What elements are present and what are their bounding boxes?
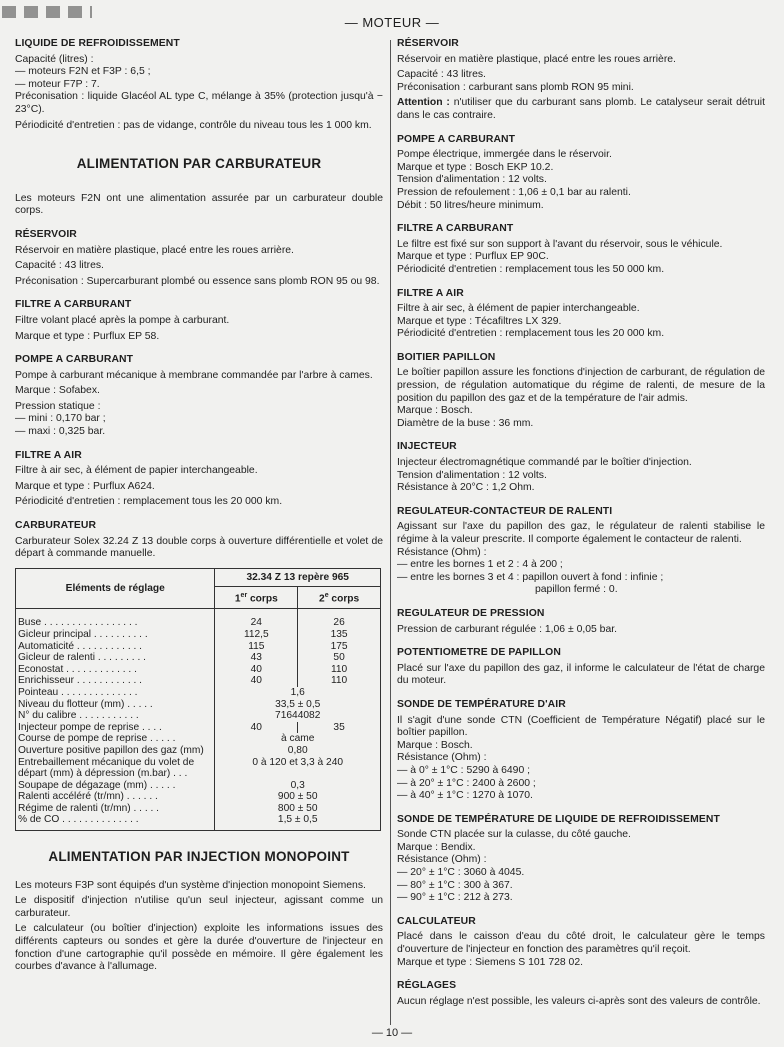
row-label: Course de pompe de reprise . . . . .: [16, 733, 215, 745]
text-line: Marque et type : Siemens S 101 728 02.: [397, 956, 583, 968]
table-row: [16, 652, 381, 664]
row-label: Gicleur principal . . . . . . . . . .: [16, 629, 215, 641]
text-line: Injecteur électromagnétique commandé par le boîtier d'injection.: [397, 457, 692, 469]
text-line: Débit : 50 litres/heure minimum.: [397, 199, 544, 211]
row-value-corps-2: 175: [298, 641, 381, 653]
section-filtre-air-injection: [397, 288, 765, 341]
row-label: Niveau du flotteur (mm) . . . . .: [16, 699, 215, 711]
section-injection-intro: [15, 880, 383, 974]
page-number: — 10 —: [371, 1027, 413, 1039]
paragraph: Les moteurs F3P sont équipés d'un système d'injection monopoint Siemens.: [15, 879, 366, 891]
left-column: [15, 38, 383, 985]
section-title: FILTRE A CARBURANT: [15, 299, 132, 311]
section-title: RÉGLAGES: [397, 980, 457, 992]
paragraph: Réservoir en matière plastique, placé entre les roues arrière.: [397, 53, 676, 65]
paragraph: Périodicité d'entretien : pas de vidange, contrôle du niveau tous les 1 000 km.: [15, 119, 372, 131]
row-label: Automaticité . . . . . . . . . . . .: [16, 641, 215, 653]
section-boitier-papillon: [397, 352, 765, 431]
row-label: Ouverture positive papillon des gaz (mm): [16, 745, 215, 757]
text-line: — moteurs F2N et F3P : 6,5 ;: [15, 66, 151, 78]
text-line: Tension d'alimentation : 12 volts.: [397, 469, 547, 481]
text-line: Marque : Bendix.: [397, 841, 476, 853]
table-header-corps-1: 1er corps: [215, 587, 298, 609]
table-row: [16, 780, 381, 792]
section-title: POMPE A CARBURANT: [397, 133, 516, 145]
table-row: [16, 745, 381, 757]
section-reservoir: [15, 229, 383, 288]
section-sonde-air: [397, 699, 765, 803]
text-line: Résistance (Ohm) :: [397, 546, 487, 558]
paragraph: Le calculateur (ou boîtier d'injection) exploite les informations issues des différents capteurs ou sondes et gère la durée d'ouverture de l'injecteur en fonction d'une cartographie qu'il possède en mémoire. Il gère également les courbes d'avance à l'allumage.: [15, 923, 383, 973]
table-row: [16, 791, 381, 803]
text-line: — à 0° ± 1°C : 5290 à 6490 ;: [397, 764, 531, 776]
row-value-corps-1: 112,5: [215, 629, 298, 641]
section-title: SONDE DE TEMPÉRATURE D'AIR: [397, 698, 566, 710]
paragraph: Pression de carburant régulée : 1,06 ± 0,05 bar.: [397, 623, 618, 635]
section-pompe: [15, 354, 383, 439]
section-title: LIQUIDE DE REFROIDISSEMENT: [15, 38, 180, 49]
text-line: papillon fermé : 0.: [535, 584, 618, 596]
row-label: Injecteur pompe de reprise . . . .: [16, 722, 215, 734]
row-value: 1,6: [215, 687, 381, 699]
section-title: POMPE A CARBURANT: [15, 354, 134, 366]
table-row: [16, 722, 381, 734]
row-value-corps-2: 50: [298, 652, 381, 664]
table-header-elements: Eléments de réglage: [16, 568, 215, 609]
row-label: N° du calibre . . . . . . . . . . .: [16, 710, 215, 722]
row-label: Econostat . . . . . . . . . . . . .: [16, 664, 215, 676]
table-row: [16, 687, 381, 699]
paragraph: Capacité : 43 litres.: [15, 260, 104, 272]
row-label: Entrebaillement mécanique du volet de départ (mm) à dépression (m.bar) . . .: [16, 757, 215, 780]
text-line: — entre les bornes 1 et 2 : 4 à 200 ;: [397, 559, 563, 571]
section-title: FILTRE A AIR: [397, 287, 464, 299]
text-line: Capacité : 43 litres.: [397, 69, 486, 81]
section-regulateur-ralenti: [397, 506, 765, 597]
row-label: Pointeau . . . . . . . . . . . . . .: [16, 687, 215, 699]
section-title: FILTRE A CARBURANT: [397, 223, 514, 235]
paragraph: Agissant sur l'axe du papillon des gaz, le régulateur de ralenti stabilise le régime à la valeur prescrite. Il comporte également le contacteur de ralenti.: [397, 521, 765, 545]
section-carburateur: [15, 520, 383, 831]
table-row: [16, 675, 381, 687]
attention-text: n'utiliser que du carburant sans plomb. Le catalyseur serait détruit dans le cas contraire.: [397, 97, 765, 121]
table-row: [16, 733, 381, 745]
section-title: CALCULATEUR: [397, 915, 476, 927]
heading-alimentation-carburateur: ALIMENTATION PAR CARBURATEUR: [76, 156, 322, 172]
row-label: Enrichisseur . . . . . . . . . . . .: [16, 675, 215, 687]
row-value: 0 à 120 et 3,3 à 240: [215, 757, 381, 780]
paragraph: Périodicité d'entretien : remplacement tous les 20 000 km.: [15, 496, 283, 508]
section-potentiometre: [397, 647, 765, 688]
text-line: Périodicité d'entretien : remplacement tous les 20 000 km.: [397, 328, 665, 340]
section-sonde-liquide: [397, 814, 765, 905]
paragraph: Carburateur Solex 32.24 Z 13 double corps à ouverture différentielle et volet de départ à commande manuelle.: [15, 535, 383, 560]
table-row: [16, 664, 381, 676]
section-title: SONDE DE TEMPÉRATURE DE LIQUIDE DE REFROIDISSEMENT: [397, 813, 720, 825]
section-filtre-air: [15, 450, 383, 509]
row-value-corps-1: 40: [215, 664, 298, 676]
section-title: REGULATEUR DE PRESSION: [397, 607, 545, 619]
row-value: 800 ± 50: [215, 803, 381, 815]
page-header: — MOTEUR —: [344, 15, 440, 30]
paragraph: Marque et type : Purflux A624.: [15, 480, 155, 492]
section-title: CARBURATEUR: [15, 520, 97, 532]
text-line: Marque et type : Técafiltres LX 329.: [397, 315, 562, 327]
row-value: à came: [215, 733, 381, 745]
text-line: — moteur F7P : 7.: [15, 78, 100, 90]
text-line: — maxi : 0,325 bar.: [15, 426, 106, 438]
row-value-corps-2: 110: [298, 675, 381, 687]
text-line: Pression statique :: [15, 400, 101, 412]
text-line: Le filtre est fixé sur son support à l'avant du réservoir, sous le véhicule.: [397, 238, 723, 250]
row-value: 71644082: [215, 710, 381, 722]
table-row: [16, 757, 381, 780]
text-line: — à 40° ± 1°C : 1270 à 1070.: [397, 790, 533, 802]
row-value-corps-1: 24: [215, 609, 298, 629]
row-label: Buse . . . . . . . . . . . . . . . . .: [16, 609, 215, 629]
text-line: Sonde CTN placée sur la culasse, du côté gauche.: [397, 829, 631, 841]
row-label: Gicleur de ralenti . . . . . . . . .: [16, 652, 215, 664]
table-row: [16, 629, 381, 641]
section-title: REGULATEUR-CONTACTEUR DE RALENTI: [397, 505, 613, 517]
section-calculateur: [397, 916, 765, 969]
row-value: 900 ± 50: [215, 791, 381, 803]
paragraph: Le boîtier papillon assure les fonctions d'injection de carburant, de régulation de pression, de régulation automatique du régime de ralenti, de mesure de la position du papillon des gaz et de la température de l'air admis.: [397, 367, 765, 404]
paragraph: Placé sur l'axe du papillon des gaz, il informe le calculateur de l'état de charge du moteur.: [397, 662, 765, 687]
table-row: [16, 641, 381, 653]
table-row: [16, 710, 381, 722]
section-title: RÉSERVOIR: [15, 228, 77, 240]
row-value: 33,5 ± 0,5: [215, 699, 381, 711]
section-title: BOITIER PAPILLON: [397, 351, 496, 363]
table-row: [16, 814, 381, 830]
section-reglages: [397, 980, 765, 1008]
text-line: Pression de refoulement : 1,06 ± 0,1 bar au ralenti.: [397, 186, 631, 198]
section-reservoir-injection: [397, 38, 765, 123]
section-liquide: [15, 38, 383, 132]
text-line: Résistance à 20°C : 1,2 Ohm.: [397, 482, 535, 494]
row-label: Soupape de dégazage (mm) . . . . .: [16, 780, 215, 792]
row-value: 0,80: [215, 745, 381, 757]
text-line: Capacité (litres) :: [15, 53, 94, 65]
text-line: Préconisation : carburant sans plomb RON 95 mini.: [397, 81, 634, 93]
heading-alimentation-injection: ALIMENTATION PAR INJECTION MONOPOINT: [48, 849, 350, 865]
section-filtre-carburant-injection: [397, 223, 765, 276]
row-label: Régime de ralenti (tr/mn) . . . . .: [16, 803, 215, 815]
paragraph: Il s'agit d'une sonde CTN (Coefficient de Température Négatif) placé sur le boîtier papillon.: [397, 714, 765, 739]
section-injecteur: [397, 441, 765, 494]
text-line: Marque : Bosch.: [397, 739, 473, 751]
paragraph: Aucun réglage n'est possible, les valeurs ci-après sont des valeurs de contrôle.: [397, 995, 761, 1007]
section-filtre-carburant: [15, 299, 383, 343]
paragraph: Préconisation : liquide Glacéol AL type C, mélange à 35% (protection jusqu'à − 23°C).: [15, 91, 383, 115]
section-pompe-injection: [397, 134, 765, 213]
row-value: 1,5 ± 0,5: [215, 814, 381, 830]
row-value-corps-1: 40: [215, 722, 298, 734]
row-value-corps-1: 40: [215, 675, 298, 687]
paragraph: Marque : Sofabex.: [15, 385, 100, 397]
section-title: POTENTIOMETRE DE PAPILLON: [397, 647, 561, 659]
row-value-corps-2: 135: [298, 629, 381, 641]
text-line: Résistance (Ohm) :: [397, 752, 487, 764]
paragraph: Placé dans le caisson d'eau du côté droit, le calculateur gère le temps d'ouverture de l'injecteur en fonction des paramètres qu'il reçoit.: [397, 931, 765, 956]
right-column: [397, 38, 765, 1019]
paragraph: Pompe à carburant mécanique à membrane commandée par l'arbre à cames.: [15, 369, 373, 381]
text-line: Marque et type : Bosch EKP 10.2.: [397, 161, 554, 173]
text-line: Pompe électrique, immergée dans le réservoir.: [397, 149, 612, 161]
paragraph: Réservoir en matière plastique, placé entre les roues arrière.: [15, 244, 294, 256]
paragraph: Les moteurs F2N ont une alimentation assurée par un carburateur double corps.: [15, 192, 383, 217]
section-regulateur-pression: [397, 608, 765, 636]
text-line: Filtre à air sec, à élément de papier interchangeable.: [397, 303, 640, 315]
row-label: % de CO . . . . . . . . . . . . . .: [16, 814, 215, 830]
row-value: 0,3: [215, 780, 381, 792]
text-line: — à 20° ± 1°C : 2400 à 2600 ;: [397, 777, 536, 789]
text-line: Marque et type : Purflux EP 90C.: [397, 251, 549, 263]
table-header-corps-2: 2e corps: [298, 587, 381, 609]
attention-label: Attention :: [397, 97, 450, 109]
text-line: — 90° ± 1°C : 212 à 273.: [397, 892, 513, 904]
paragraph: Préconisation : Supercarburant plombé ou essence sans plomb RON 95 ou 98.: [15, 275, 380, 287]
row-label: Ralenti accéléré (tr/mn) . . . . . .: [16, 791, 215, 803]
text-line: Périodicité d'entretien : remplacement tous les 50 000 km.: [397, 263, 665, 275]
text-line: — 20° ± 1°C : 3060 à 4045.: [397, 867, 525, 879]
row-value-corps-2: 110: [298, 664, 381, 676]
text-line: Marque : Bosch.: [397, 405, 473, 417]
row-value-corps-2: 35: [298, 722, 381, 734]
text-line: Résistance (Ohm) :: [397, 854, 487, 866]
carburetor-settings-table: [15, 568, 381, 831]
row-value-corps-1: 43: [215, 652, 298, 664]
column-divider: [390, 40, 391, 1025]
text-line: — mini : 0,170 bar ;: [15, 413, 106, 425]
paragraph: Filtre à air sec, à élément de papier interchangeable.: [15, 465, 258, 477]
text-line: Diamètre de la buse : 36 mm.: [397, 417, 534, 429]
paragraph: Filtre volant placé après la pompe à carburant.: [15, 314, 230, 326]
table-header-model: 32.34 Z 13 repère 965: [215, 568, 381, 587]
paragraph: Marque et type : Purflux EP 58.: [15, 330, 160, 342]
table-row: [16, 609, 381, 629]
section-title: FILTRE A AIR: [15, 449, 82, 461]
text-line: Tension d'alimentation : 12 volts.: [397, 174, 547, 186]
row-value-corps-1: 115: [215, 641, 298, 653]
text-line: — entre les bornes 3 et 4 : papillon ouvert à fond : infinie ;: [397, 571, 664, 583]
row-value-corps-2: 26: [298, 609, 381, 629]
text-line: — 80° ± 1°C : 300 à 367.: [397, 879, 513, 891]
table-body: [16, 609, 381, 831]
section-title: INJECTEUR: [397, 441, 457, 453]
table-row: [16, 699, 381, 711]
section-title: RÉSERVOIR: [397, 38, 459, 49]
paragraph: Le dispositif d'injection n'utilise qu'un seul injecteur, agissant comme un carburateur.: [15, 895, 383, 919]
table-row: [16, 803, 381, 815]
